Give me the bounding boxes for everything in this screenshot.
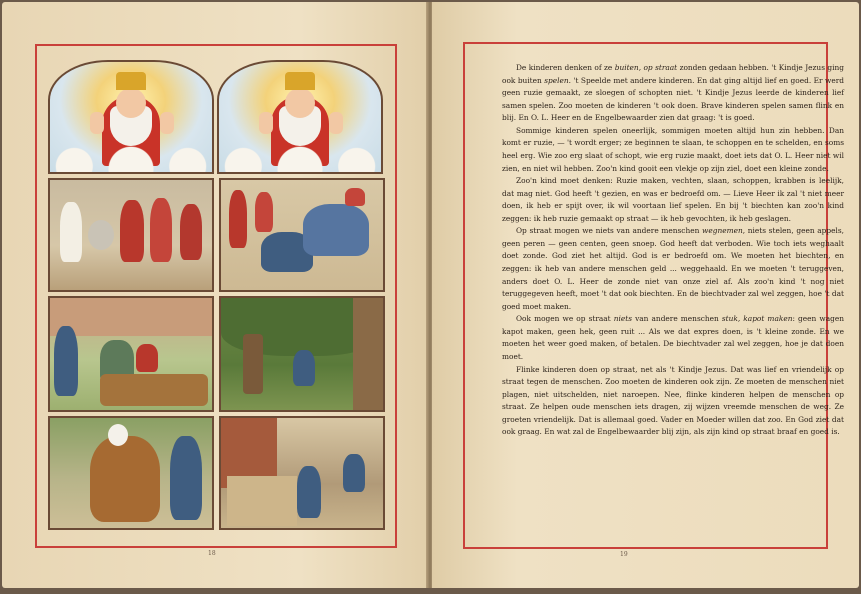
- emphasis: wegnemen: [702, 226, 743, 236]
- paragraph: Zoo'n kind moet denken: Ruzie maken, vechten, slaan, schoppen, krabben is leelijk, dat mag niet. God heeft 't gezien, en was er bedroefd om. — Lieve Heer ik zal 't niet meer doen, ik heb er spijt over, ik wil voortaan lief spelen. En bij 't biechten kan zoo'n kind zeggen: ik heb ruzie gemaakt op straat — ik heb gevochten, ik heb geslagen.: [502, 176, 844, 223]
- illustration-boys-fighting: [219, 178, 385, 292]
- emphasis: buiten, op straat: [614, 63, 678, 72]
- page-number-left: 18: [208, 550, 216, 557]
- paragraph: Sommige kinderen spelen oneerlijk, sommigen moeten altijd hun zin hebben. Dan komt er ruzie, — 't wordt erger; ze beginnen te slaan, te schoppen en te schelden, en soms heel erg. Wie zoo erg slaat of schopt, wie erg ruzie maakt, doet iets dat O. L. Heer niet wil zien, en niet wil hebben. Zoo'n kind gooit een vlekje op zijn ziel, doet een kleine zonde.: [502, 125, 844, 173]
- paragraph: Ook mogen we op straat niets van andere menschen stuk, kapot maken: geen wagen kapot maken, geen hek, geen ruit ... Als we dat expres doen, is 't kleine zonde. En we moeten het weer goed maken, of betalen. De biechtvader zal wel zeggen, hoe je dat doen moet.: [502, 314, 844, 361]
- emphasis: niets: [613, 314, 632, 324]
- right-page: [432, 2, 859, 588]
- right-page-border: [463, 42, 844, 549]
- body-text: [502, 62, 844, 439]
- left-page: [2, 2, 428, 588]
- illustration-orchard: [219, 296, 385, 412]
- paragraph: Flinke kinderen doen op straat, net als 't Kindje Jezus. Dat was lief en vriendelijk op straat tegen de menschen. Zoo moeten de kinderen ook zijn. Ze moeten de menschen niet plagen, niet uitschelden, niet naroepen. Nee, flinke kinderen helpen de menschen op straat. Ze helpen oude menschen iets dragen, zij wijzen vreemde menschen de weg. Ze groeten vriendelijk. Dat is allemaal goed. Vader en Moeder willen dat zoo. En God ziet dat ook graag. En wat zal de Engelbewaarder blij zijn, als zijn kind op straat braaf en goed is.: [502, 364, 844, 437]
- page-number-right: 19: [620, 551, 628, 558]
- illustration-old-woman-and-boy: [48, 416, 214, 530]
- illustration-saint-right: [217, 60, 383, 174]
- paragraph: Op straat mogen we niets van andere menschen wegnemen, niets stelen, geen appels, geen peren — geen centen, geen snoep. God heeft dat verboden. Wie toch iets weghaalt doet zonde. God ziet het altijd. God is er bedroefd om. We moeten het biechten, en zeggen: ik heb van andere menschen geld ... weggehaald. En we moeten 't teruggeven, anders doet O. L. Heer de zonde niet van onze ziel af. Als zoo'n kind 't nog niet teruggegeven heeft, moet 't dat ook biechten. En de biechtvader zal wel zeggen, hoe 't dat goed moet maken.: [502, 226, 844, 311]
- illustration-saint-left: [48, 60, 214, 174]
- paragraph: De kinderen denken of ze buiten, op straat zonden gedaan hebben. 't Kindje Jezus ging ook buiten spelen. 't Speelde met andere kinderen. En dat ging altijd lief en goed. Er werd geen ruzie gemaakt, ze sloegen of schopten niet. 't Kindje Jezus leerde de kinderen lief samen spelen. Zoo moeten de kinderen 't ook doen. Brave kinderen spelen samen flink en blij. En O. L. Heer en de Engelbewaarder zien dat graag: 't is goed.: [502, 63, 844, 123]
- illustration-boys-running: [219, 416, 385, 530]
- illustration-street-vendor: [48, 296, 214, 412]
- emphasis: stuk, kapot maken: [721, 314, 793, 324]
- emphasis: spelen: [544, 75, 569, 85]
- illustration-children-playing: [48, 178, 214, 292]
